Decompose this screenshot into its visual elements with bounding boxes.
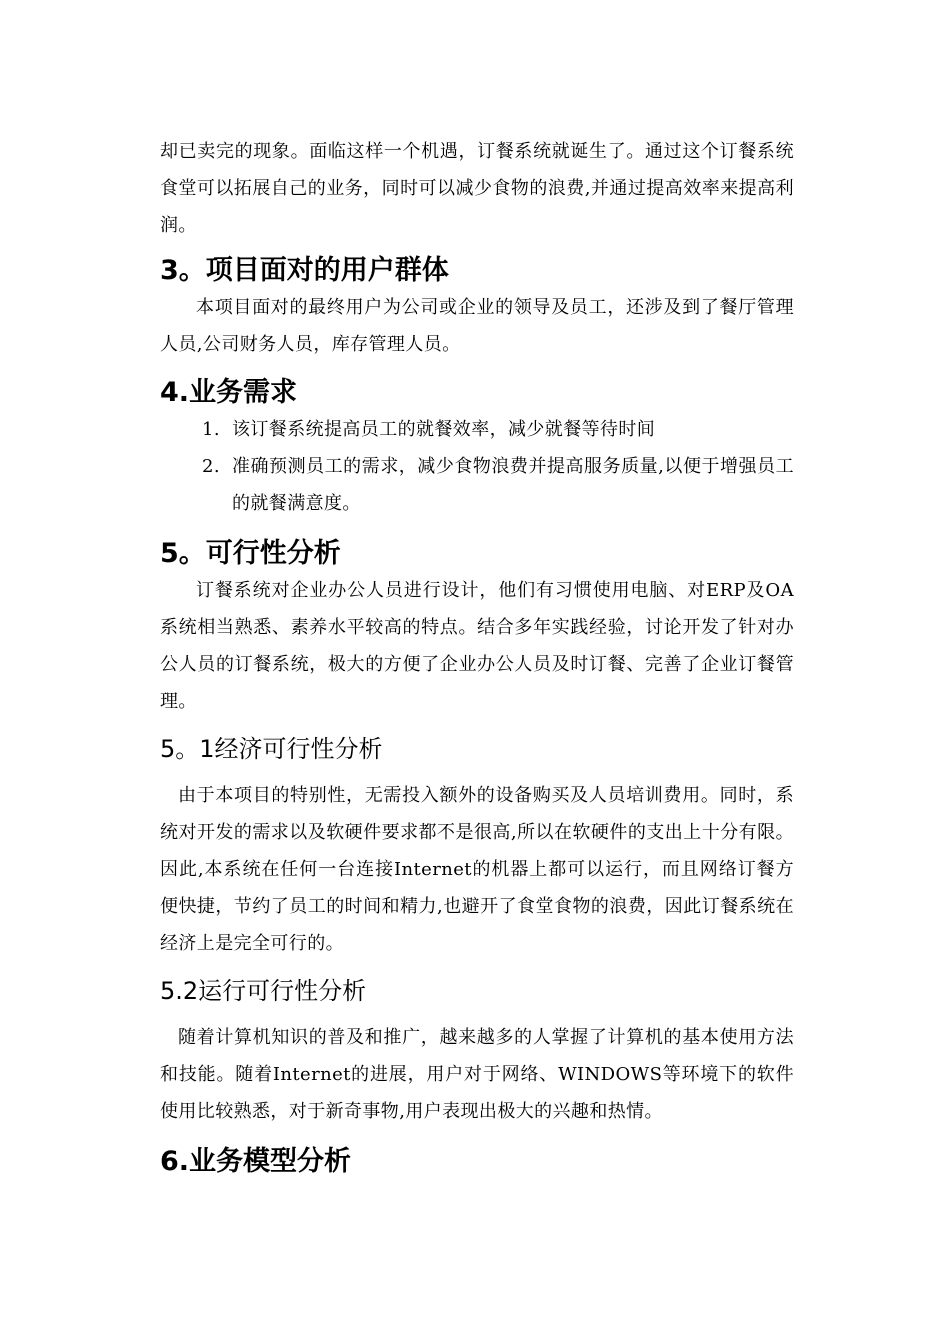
requirements-list [160,411,794,522]
document-page [160,133,794,1180]
section-5-2-paragraph: 随着计算机知识的普及和推广，越来越多的人掌握了计算机的基本使用方法和技能。随着Internet的进展，用户对于网络、WINDOWS等环境下的软件使用比较熟悉，对于新奇事物,用户表现出极大的兴趣和热情。 [160,1027,794,1122]
list-item-number: 2. [202,456,220,477]
list-item-text: 准确预测员工的需求，减少食物浪费并提高服务质量,以便于增强员工的就餐满意度。 [232,456,794,514]
list-item [160,448,794,522]
section-5-2-heading: 5.2运行可行性分析 [160,977,367,1005]
intro-paragraph: 却已卖完的现象。面临这样一个机遇，订餐系统就诞生了。通过这个订餐系统食堂可以拓展自己的业务，同时可以减少食物的浪费,并通过提高效率来提高利润。 [160,141,794,236]
section-3-heading: 3。项目面对的用户群体 [160,255,449,286]
section-5-1-paragraph: 由于本项目的特别性，无需投入额外的设备购买及人员培训费用。同时，系统对开发的需求以及软硬件要求都不是很高,所以在软硬件的支出上十分有限。因此,本系统在任何一台连接Internet的机器上都可以运行，而且网络订餐方便快捷，节约了员工的时间和精力,也避开了食堂食物的浪费，因此订餐系统在经济上是完全可行的。 [160,785,794,954]
section-6-heading: 6.业务模型分析 [160,1146,352,1177]
list-item [160,411,794,448]
section-4-heading: 4.业务需求 [160,377,298,408]
section-5-paragraph: 订餐系统对企业办公人员进行设计，他们有习惯使用电脑、对ERP及OA系统相当熟悉、素养水平较高的特点。结合多年实践经验，讨论开发了针对办公人员的订餐系统，极大的方便了企业办公人员及时订餐、完善了企业订餐管理。 [160,580,794,712]
list-item-number: 1. [202,419,220,440]
list-item-text: 该订餐系统提高员工的就餐效率，减少就餐等待时间 [232,419,656,440]
section-5-heading: 5。可行性分析 [160,538,341,569]
section-3-paragraph: 本项目面对的最终用户为公司或企业的领导及员工，还涉及到了餐厅管理人员,公司财务人员，库存管理人员。 [160,297,794,355]
section-5-1-heading: 5。1经济可行性分析 [160,735,383,763]
